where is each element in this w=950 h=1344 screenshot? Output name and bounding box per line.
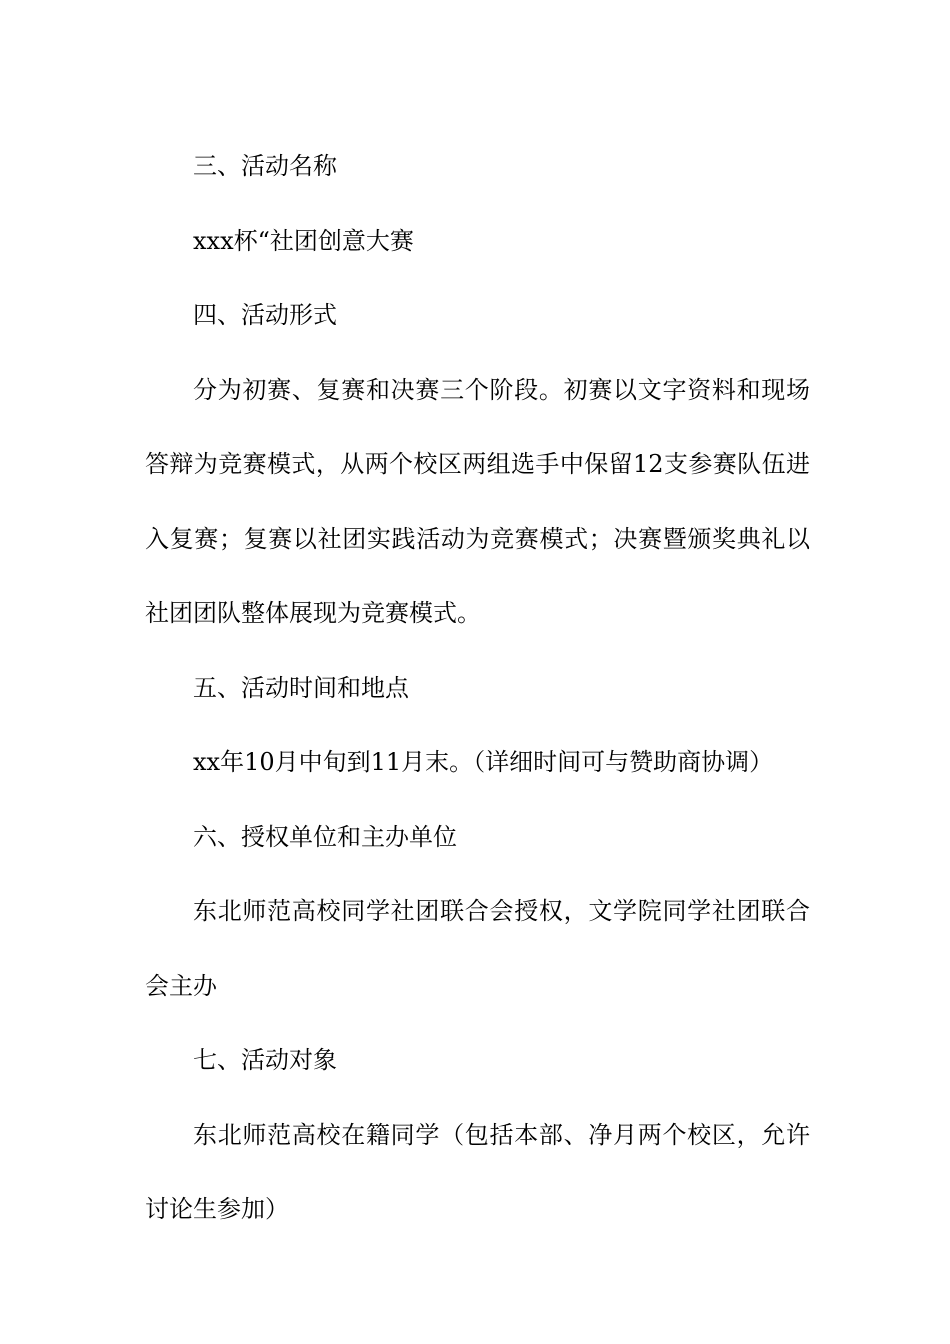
participants-text: 东北师范高校在籍同学（包括本部、净月两个校区，允许讨论生参加）	[145, 1120, 810, 1223]
activity-name-text: xxx杯“社团创意大赛	[193, 226, 414, 255]
section-heading-participants: 七、活动对象	[193, 1046, 337, 1074]
organizers-text: 东北师范高校同学社团联合会授权，文学院同学社团联合会主办	[145, 897, 810, 1000]
section-heading-time-place: 五、活动时间和地点	[193, 673, 409, 702]
time-place-text: xx年10月中旬到11月末。（详细时间可与赞助商协调）	[193, 748, 774, 776]
activity-format-text: 分为初赛、复赛和决赛三个阶段。初赛以文字资料和现场答辩为竞赛模式，从两个校区两组选手中保留12支参赛队伍进入复赛；复赛以社团实践活动为竞赛模式；决赛暨颁奖典礼以社团团队整体展现为竞赛模式。	[145, 375, 810, 627]
section-heading-activity-format: 四、活动形式	[193, 301, 337, 329]
document-body	[145, 129, 810, 1247]
section-heading-organizers: 六、授权单位和主办单位	[193, 822, 457, 851]
section-heading-activity-name: 三、活动名称	[193, 152, 337, 180]
